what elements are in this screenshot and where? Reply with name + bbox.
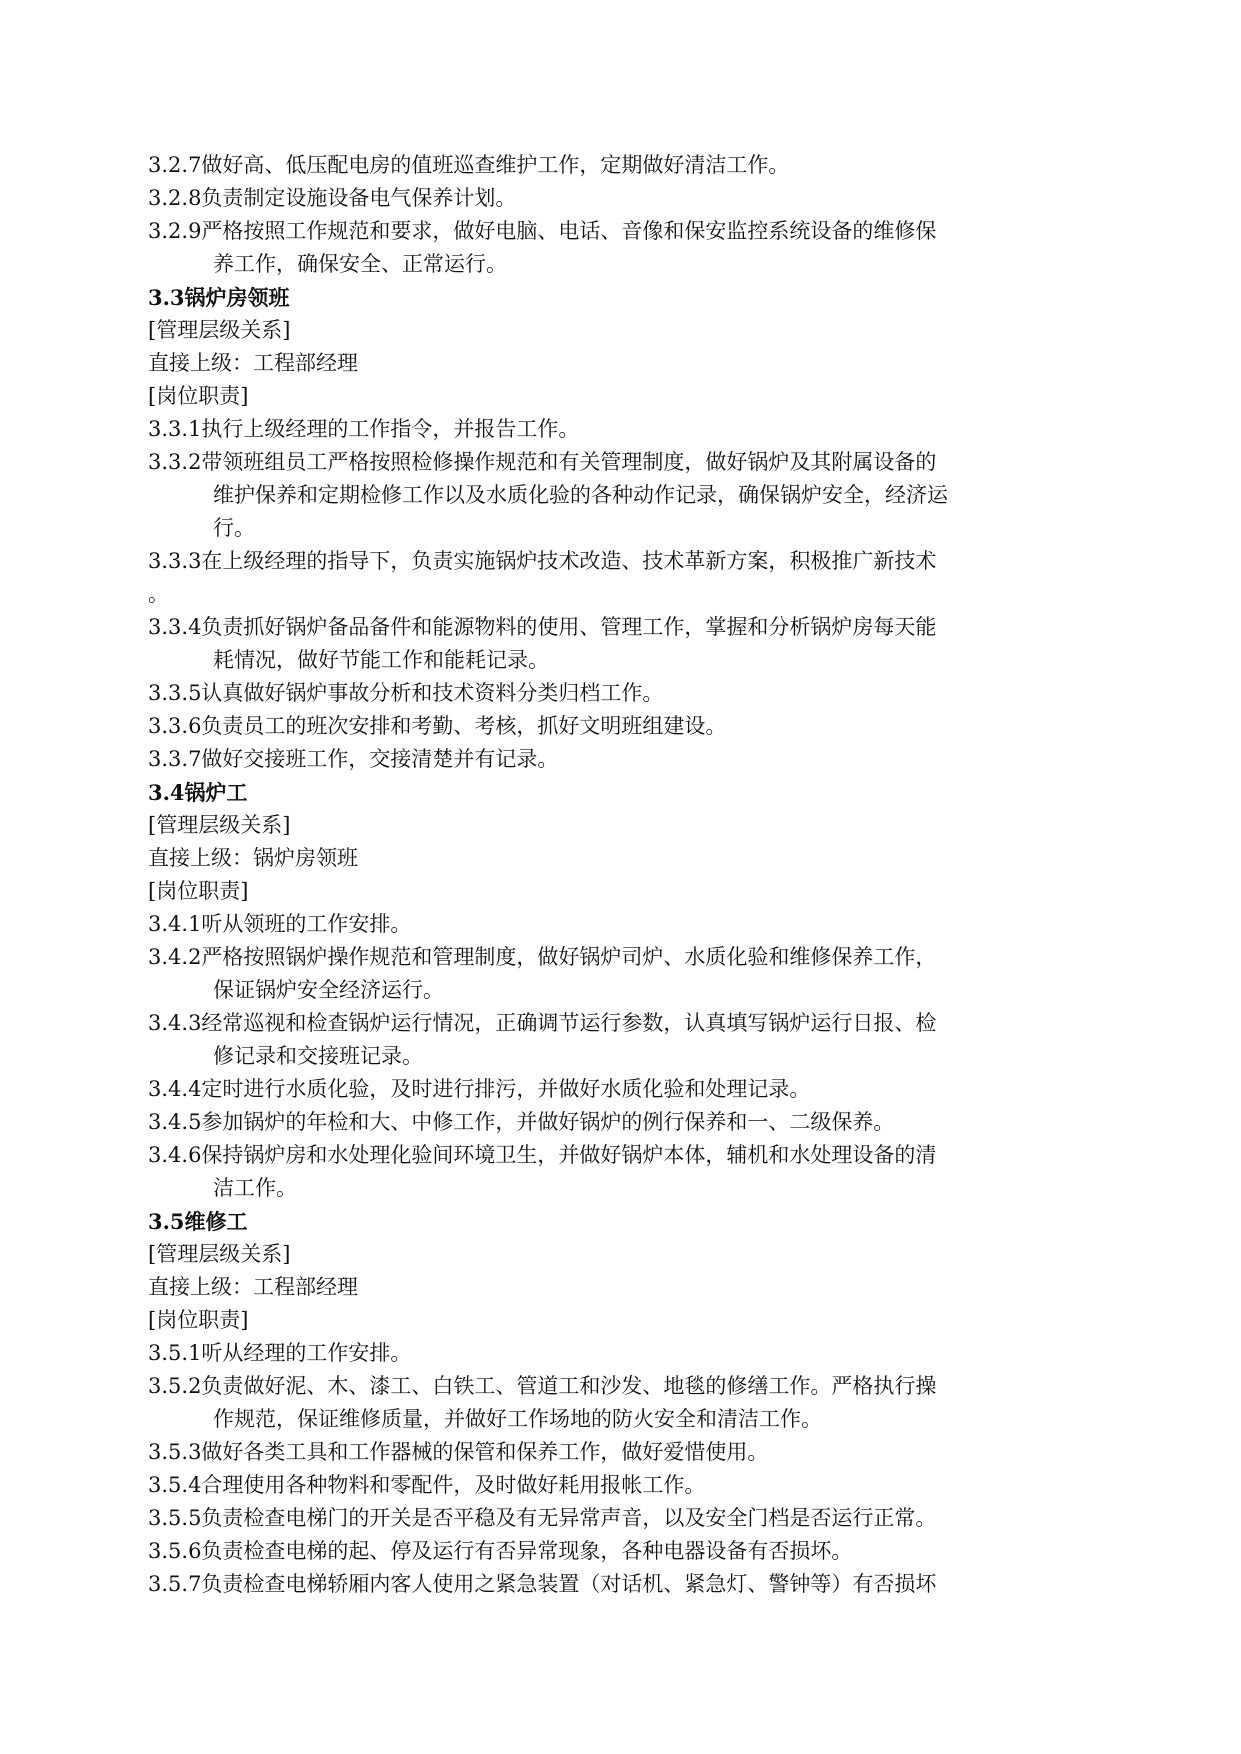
list-item: 3.3.1执行上级经理的工作指令，并报告工作。 — [148, 417, 580, 441]
list-item: 3.4.5参加锅炉的年检和大、中修工作，并做好锅炉的例行保养和一、二级保养。 — [148, 1110, 895, 1134]
list-item: 3.4.4定时进行水质化验，及时进行排污，并做好水质化验和处理记录。 — [148, 1077, 811, 1101]
list-item: 3.3.7做好交接班工作，交接清楚并有记录。 — [148, 747, 559, 771]
text-line: 直接上级：锅炉房领班 — [148, 846, 358, 870]
list-item: 3.2.8负责制定设施设备电气保养计划。 — [148, 186, 517, 210]
list-item: 3.5.3做好各类工具和工作器械的保管和保养工作，做好爱惜使用。 — [148, 1440, 769, 1464]
list-item-continuation: 耗情况，做好节能工作和能耗记录。 — [213, 648, 549, 672]
list-item: 3.3.3在上级经理的指导下，负责实施锅炉技术改造、技术革新方案，积极推广新技术 — [148, 549, 937, 573]
list-item: 3.4.6保持锅炉房和水处理化验间环境卫生，并做好锅炉本体，辅机和水处理设备的清 — [148, 1143, 937, 1167]
section-heading: 3.3锅炉房领班 — [148, 285, 290, 310]
list-item: 3.5.2负责做好泥、木、漆工、白铁工、管道工和沙发、地毯的修缮工作。严格执行操 — [148, 1374, 937, 1398]
subsection-label: [管理层级关系] — [148, 318, 291, 342]
list-item-continuation: 修记录和交接班记录。 — [213, 1044, 423, 1068]
list-item: 3.5.4合理使用各种物料和零配件，及时做好耗用报帐工作。 — [148, 1473, 706, 1497]
section-heading: 3.4锅炉工 — [148, 780, 248, 805]
list-item: 3.4.1听从领班的工作安排。 — [148, 912, 412, 936]
subsection-label: [管理层级关系] — [148, 813, 291, 837]
subsection-label: [岗位职责] — [148, 1308, 249, 1332]
section-heading: 3.5维修工 — [148, 1209, 248, 1234]
list-item: 3.5.6负责检查电梯的起、停及运行有否异常现象，各种电器设备有否损坏。 — [148, 1539, 853, 1563]
list-item: 3.2.9严格按照工作规范和要求，做好电脑、电话、音像和保安监控系统设备的维修保 — [148, 219, 937, 243]
list-item: 3.5.7负责检查电梯轿厢内客人使用之紧急装置（对话机、紧急灯、警钟等）有否损坏 — [148, 1572, 937, 1596]
text-line: 直接上级：工程部经理 — [148, 351, 358, 375]
list-item: 3.3.4负责抓好锅炉备品备件和能源物料的使用、管理工作，掌握和分析锅炉房每天能 — [148, 615, 937, 639]
subsection-label: [岗位职责] — [148, 879, 249, 903]
subsection-label: [岗位职责] — [148, 384, 249, 408]
list-item-continuation: 保证锅炉安全经济运行。 — [213, 978, 444, 1002]
list-item: 3.4.3经常巡视和检查锅炉运行情况，正确调节运行参数，认真填写锅炉运行日报、检 — [148, 1011, 937, 1035]
list-item-continuation: 作规范，保证维修质量，并做好工作场地的防火安全和清洁工作。 — [213, 1407, 822, 1431]
list-item: 3.3.6负责员工的班次安排和考勤、考核，抓好文明班组建设。 — [148, 714, 727, 738]
list-item-continuation: 行。 — [213, 516, 255, 540]
list-item-continuation: 洁工作。 — [213, 1176, 297, 1200]
list-item: 3.3.5认真做好锅炉事故分析和技术资料分类归档工作。 — [148, 681, 664, 705]
list-item: 3.3.2带领班组员工严格按照检修操作规范和有关管理制度，做好锅炉及其附属设备的 — [148, 450, 937, 474]
list-item: 3.2.7做好高、低压配电房的值班巡查维护工作，定期做好清洁工作。 — [148, 153, 790, 177]
document-page — [148, 149, 1093, 1601]
list-item-continuation: 维护保养和定期检修工作以及水质化验的各种动作记录，确保锅炉安全，经济运 — [213, 483, 948, 507]
list-item-continuation: 养工作，确保安全、正常运行。 — [213, 252, 507, 276]
list-item: 3.5.5负责检查电梯门的开关是否平稳及有无异常声音，以及安全门档是否运行正常。 — [148, 1506, 937, 1530]
subsection-label: [管理层级关系] — [148, 1242, 291, 1266]
list-item: 3.4.2严格按照锅炉操作规范和管理制度，做好锅炉司炉、水质化验和维修保养工作， — [148, 945, 937, 969]
text-line: 。 — [148, 582, 169, 606]
list-item: 3.5.1听从经理的工作安排。 — [148, 1341, 412, 1365]
text-line: 直接上级：工程部经理 — [148, 1275, 358, 1299]
